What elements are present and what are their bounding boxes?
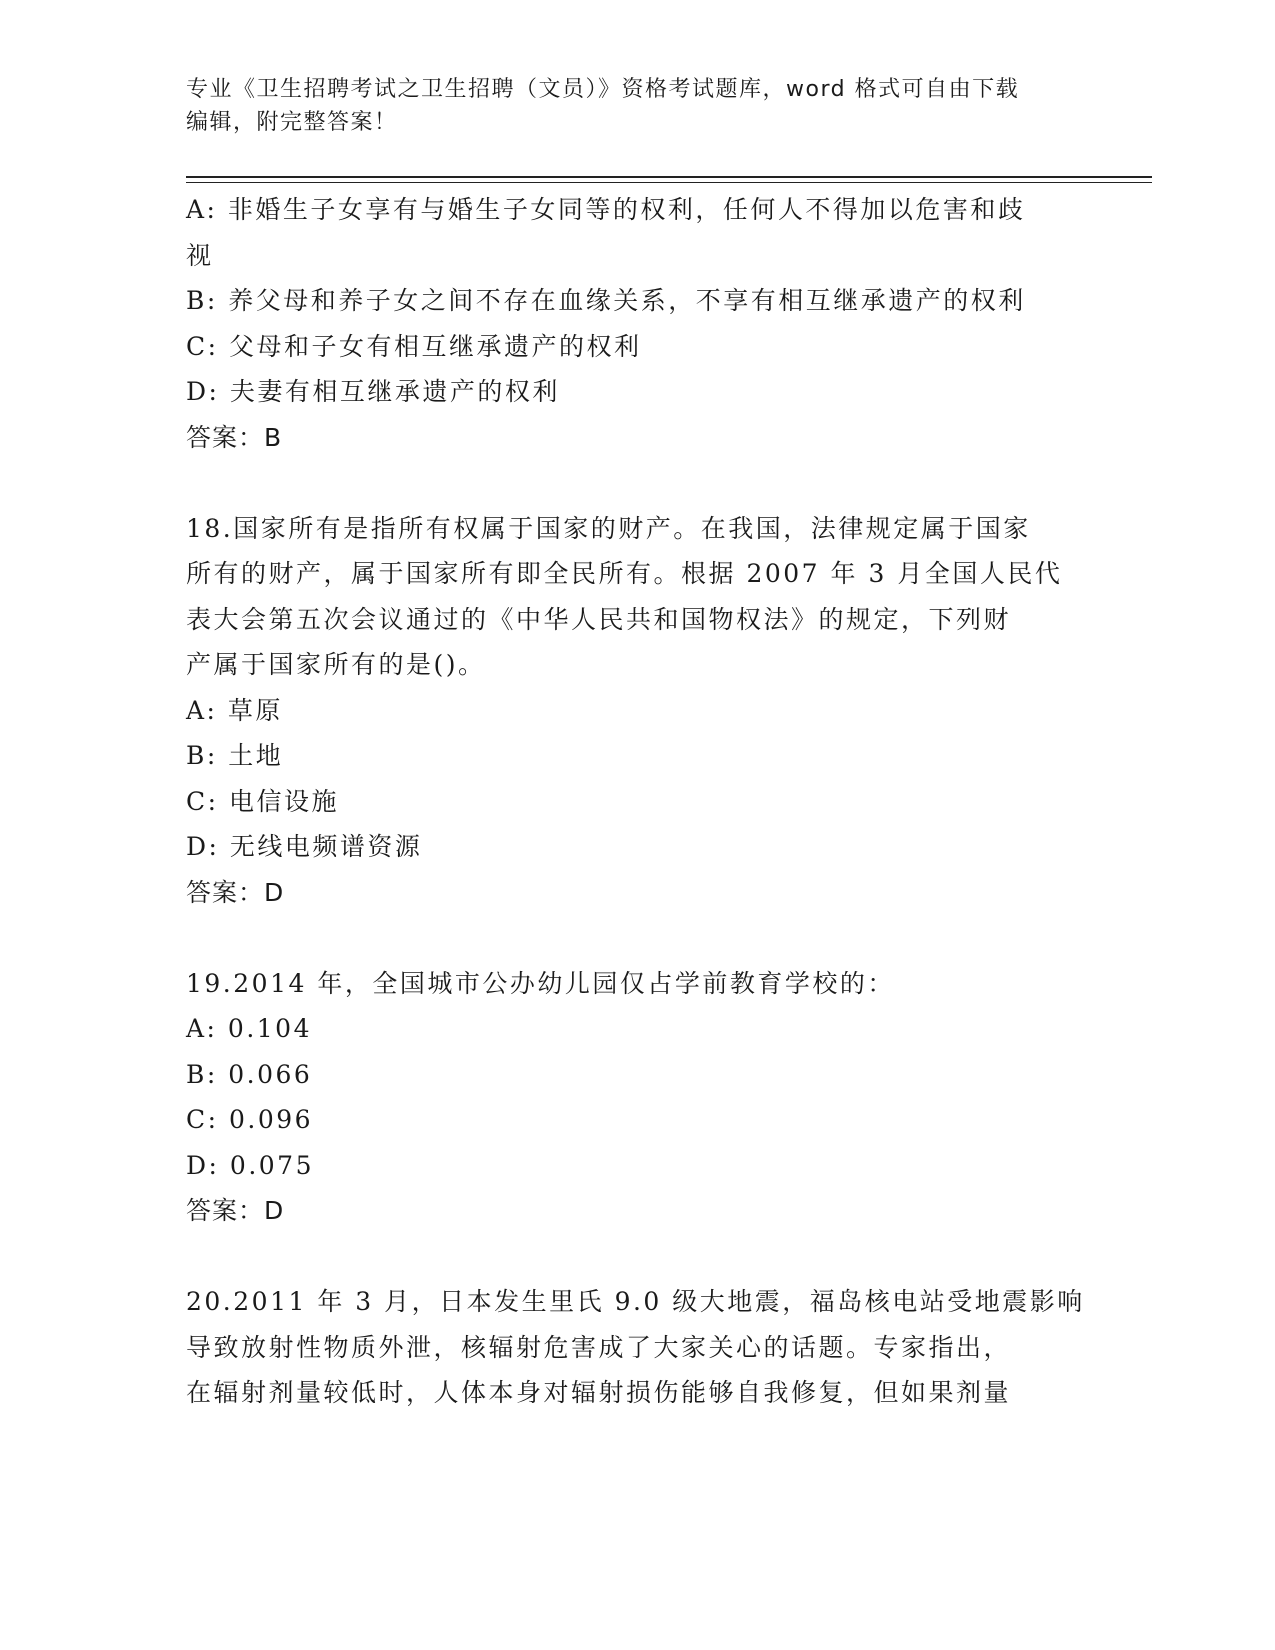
question-stem-line-1: 20.2011 年 3 月，日本发生里氏 9.0 级大地震，福岛核电站受地震影响 (186, 1287, 1085, 1316)
question-19 (186, 961, 1086, 1234)
question-stem-line-4: 产属于国家所有的是()。 (186, 650, 486, 679)
option-d: D: 0.075 (186, 1150, 314, 1180)
question-stem-line-3: 表大会第五次会议通过的《中华人民共和国物权法》的规定，下列财 (186, 604, 1012, 634)
question-stem: 19.2014 年，全国城市公办幼儿园仅占学前教育学校的： (186, 968, 895, 998)
option-a-line-1: A: 非婚生子女享有与婚生子女同等的权利，任何人不得加以危害和歧 (186, 195, 1026, 224)
option-c: C: 电信设施 (186, 786, 339, 816)
question-stem-line-1: 18.国家所有是指所有权属于国家的财产。在我国，法律规定属于国家 (186, 513, 1031, 543)
answer-label: 答案：D (186, 877, 285, 907)
header-line-2: 编辑，附完整答案！ (186, 110, 398, 135)
header-divider-thick (186, 176, 1152, 178)
spacer (186, 460, 1086, 506)
question-stem-line-2: 所有的财产，属于国家所有即全民所有。根据 2007 年 3 月全国人民代 (186, 559, 1063, 588)
option-a: A: 草原 (186, 695, 283, 725)
question-stem-line-3: 在辐射剂量较低时，人体本身对辐射损伤能够自我修复，但如果剂量 (186, 1378, 1012, 1407)
question-20 (186, 1279, 1086, 1416)
header-line-1: 专业《卫生招聘考试之卫生招聘（文员）》资格考试题库，word 格式可自由下载 (186, 77, 1020, 102)
spacer (186, 915, 1086, 961)
question-18 (186, 506, 1086, 916)
answer-label: 答案：D (186, 1196, 285, 1225)
question-17-options (186, 187, 1086, 460)
spacer (186, 1234, 1086, 1280)
question-list (186, 187, 1086, 1416)
option-a: A: 0.104 (186, 1014, 312, 1043)
answer-label: 答案：B (186, 422, 283, 452)
option-c: C: 0.096 (186, 1105, 314, 1134)
option-b: B: 养父母和养子女之间不存在血缘关系，不享有相互继承遗产的权利 (186, 286, 1026, 315)
option-b: B: 土地 (186, 741, 284, 770)
document-header (186, 73, 1086, 139)
option-d: D: 夫妻有相互继承遗产的权利 (186, 377, 560, 406)
option-c: C: 父母和子女有相互继承遗产的权利 (186, 331, 642, 361)
option-b: B: 0.066 (186, 1059, 313, 1089)
option-d: D: 无线电频谱资源 (186, 832, 423, 861)
question-stem-line-2: 导致放射性物质外泄，核辐射危害成了大家关心的话题。专家指出， (186, 1332, 1012, 1362)
option-a-line-2: 视 (186, 240, 214, 270)
header-divider-thin (186, 182, 1152, 183)
